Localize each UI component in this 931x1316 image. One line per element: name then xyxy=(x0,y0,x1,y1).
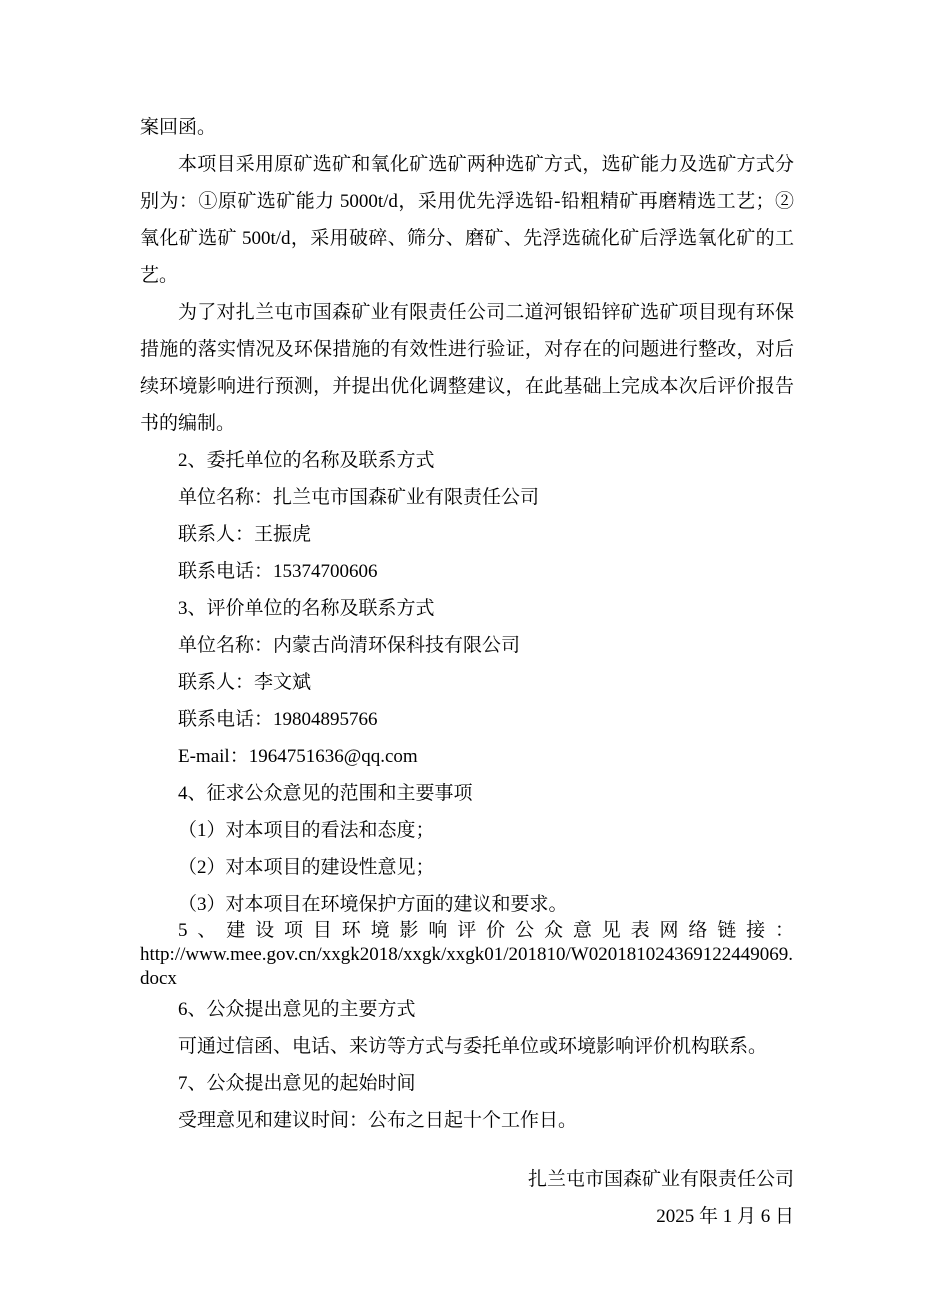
document-body xyxy=(140,109,794,1235)
signature-block xyxy=(140,1161,794,1235)
paragraph-process-overview: 本项目采用原矿选矿和氧化矿选矿两种选矿方式，选矿能力及选矿方式分别为：①原矿选矿能力 5000t/d，采用优先浮选铅-铅粗精矿再磨精选工艺；②氧化矿选矿 500t/d，采用破碎、筛分、磨矿、先浮选硫化矿后浮选氧化矿的工艺。 xyxy=(140,154,794,286)
section-time-heading: 7、公众提出意见的起始时间 xyxy=(178,1073,416,1094)
signature-company: 扎兰屯市国森矿业有限责任公司 xyxy=(527,1169,794,1190)
entrust-contact-person: 联系人：王振虎 xyxy=(178,524,312,545)
evaluator-email: E-mail：1964751636@qq.com xyxy=(178,746,418,767)
scope-item-2: （2）对本项目的建设性意见； xyxy=(178,857,435,878)
section-evaluator-heading: 3、评价单位的名称及联系方式 xyxy=(178,598,435,619)
signature-date: 2025 年 1 月 6 日 xyxy=(656,1206,794,1227)
paragraph-continuation: 案回函。 xyxy=(140,117,217,138)
section-scope-heading: 4、征求公众意见的范围和主要事项 xyxy=(178,783,473,804)
evaluator-contact-person: 联系人：李文斌 xyxy=(178,672,312,693)
scope-item-1: （1）对本项目的看法和态度； xyxy=(178,820,435,841)
method-description: 可通过信函、电话、来访等方式与委托单位或环境影响评价机构联系。 xyxy=(178,1036,768,1057)
feedback-form-url: http://www.mee.gov.cn/xxgk2018/xxgk/xxgk01/201810/W020181024369122449069.docx xyxy=(140,944,793,989)
paragraph-evaluation-purpose: 为了对扎兰屯市国森矿业有限责任公司二道河银铅锌矿选矿项目现有环保措施的落实情况及环保措施的有效性进行验证，对存在的问题进行整改，对后续环境影响进行预测，并提出优化调整建议，在此基础上完成本次后评价报告书的编制。 xyxy=(140,302,794,434)
section-method-heading: 6、公众提出意见的主要方式 xyxy=(178,999,416,1020)
entrust-contact-phone: 联系电话：15374700606 xyxy=(178,561,378,582)
time-description: 受理意见和建议时间：公布之日起十个工作日。 xyxy=(178,1110,578,1131)
section-entrust-heading: 2、委托单位的名称及联系方式 xyxy=(178,450,435,471)
scope-item-3: （3）对本项目在环境保护方面的建议和要求。 xyxy=(178,894,568,915)
evaluator-contact-phone: 联系电话：19804895766 xyxy=(178,709,378,730)
entrust-unit-name: 单位名称：扎兰屯市国森矿业有限责任公司 xyxy=(178,487,540,508)
section-link-heading: 5、建设项目环境影响评价公众意见表网络链接： xyxy=(178,920,794,941)
evaluator-unit-name: 单位名称：内蒙古尚清环保科技有限公司 xyxy=(178,635,521,656)
